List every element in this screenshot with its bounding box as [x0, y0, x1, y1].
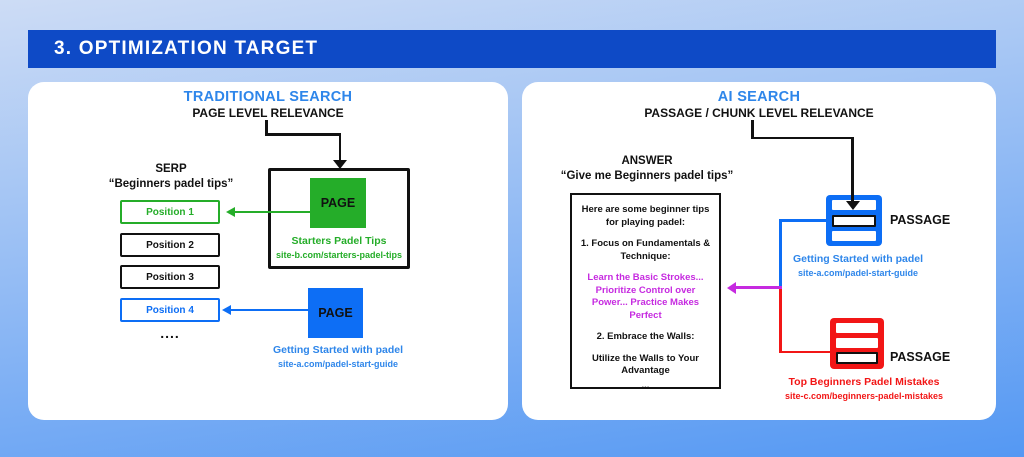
highlighted-chunk-bar	[836, 352, 878, 364]
chunk-bar	[836, 338, 878, 348]
traditional-search-title: TRADITIONAL SEARCH	[183, 89, 353, 105]
serp-position-1-label: Position 1	[146, 206, 194, 218]
chunk-bar	[836, 323, 878, 333]
answer-label: ANSWER	[621, 155, 673, 167]
serp-position-3-label: Position 3	[146, 271, 194, 283]
connector-line-magenta	[735, 286, 782, 289]
serp-label: SERP	[155, 163, 187, 175]
arrow-down-icon	[846, 201, 860, 210]
connector-line-red	[779, 286, 782, 353]
serp-position-2	[120, 233, 220, 257]
serp-position-2-label: Position 2	[146, 239, 194, 251]
connector-line	[339, 133, 342, 161]
answer-line: ...	[641, 379, 650, 391]
passage-a-url: site-a.com/padel-start-guide	[797, 268, 919, 278]
answer-line: 2. Embrace the Walls:	[596, 331, 695, 343]
highlighted-chunk-bar	[832, 215, 876, 227]
page-a-title: Getting Started with padel	[272, 344, 404, 356]
passage-c-title: Top Beginners Padel Mistakes	[788, 376, 940, 388]
page-a-url: site-a.com/padel-start-guide	[277, 359, 399, 369]
passage-c-box	[830, 318, 884, 369]
passage-a-label: PASSAGE	[890, 213, 951, 227]
traditional-search-panel	[28, 82, 508, 420]
arrow-left-icon	[727, 282, 736, 294]
arrow-left-icon	[226, 207, 235, 217]
serp-position-3	[120, 265, 220, 289]
serp-position-4	[120, 298, 220, 322]
chunk-bar	[832, 231, 876, 241]
connector-line	[851, 137, 854, 203]
passage-a-title: Getting Started with padel	[792, 253, 924, 265]
answer-line: 1. Focus on Fundamentals & Technique:	[580, 238, 711, 262]
page-b-box-label: PAGE	[320, 196, 356, 210]
ai-search-title: AI SEARCH	[717, 89, 801, 105]
page-b-url: site-b.com/starters-padel-tips	[275, 250, 403, 260]
answer-heading	[547, 154, 747, 184]
section-banner	[28, 30, 996, 68]
serp-more-dots: ....	[160, 325, 180, 341]
connector-line-green	[234, 211, 310, 214]
page-b-outline	[268, 168, 410, 269]
answer-query: “Give me Beginners padel tips”	[560, 170, 734, 182]
connector-line	[751, 137, 854, 140]
connector-line-blue	[779, 219, 782, 287]
connector-line	[265, 133, 341, 136]
page-a-box	[308, 288, 363, 338]
passage-level-relevance-subtitle: PASSAGE / CHUNK LEVEL RELEVANCE	[644, 106, 874, 120]
answer-line-highlighted-chunk: Learn the Basic Strokes... Prioritize Control over Power... Practice Makes Perfect	[587, 272, 704, 321]
answer-line: Utilize the Walls to Your Advantage	[592, 352, 699, 377]
section-title: 3. OPTIMIZATION TARGET	[54, 38, 319, 59]
serp-heading	[66, 162, 276, 191]
ai-search-panel	[522, 82, 996, 420]
serp-query: “Beginners padel tips”	[108, 177, 234, 190]
answer-line: Here are some beginner tips for playing padel:	[581, 204, 710, 228]
arrow-left-icon	[222, 305, 231, 315]
page-a-box-label: PAGE	[318, 306, 353, 320]
serp-position-4-label: Position 4	[146, 304, 194, 316]
page-b-title: Starters Padel Tips	[291, 235, 387, 247]
passage-c-label: PASSAGE	[890, 350, 951, 364]
passage-c-url: site-c.com/beginners-padel-mistakes	[784, 391, 944, 401]
connector-line-red	[779, 351, 832, 354]
answer-box	[570, 193, 721, 389]
connector-line-blue	[230, 309, 308, 312]
serp-position-1	[120, 200, 220, 224]
connector-line-blue	[779, 219, 826, 222]
page-level-relevance-subtitle: PAGE LEVEL RELEVANCE	[192, 106, 344, 120]
